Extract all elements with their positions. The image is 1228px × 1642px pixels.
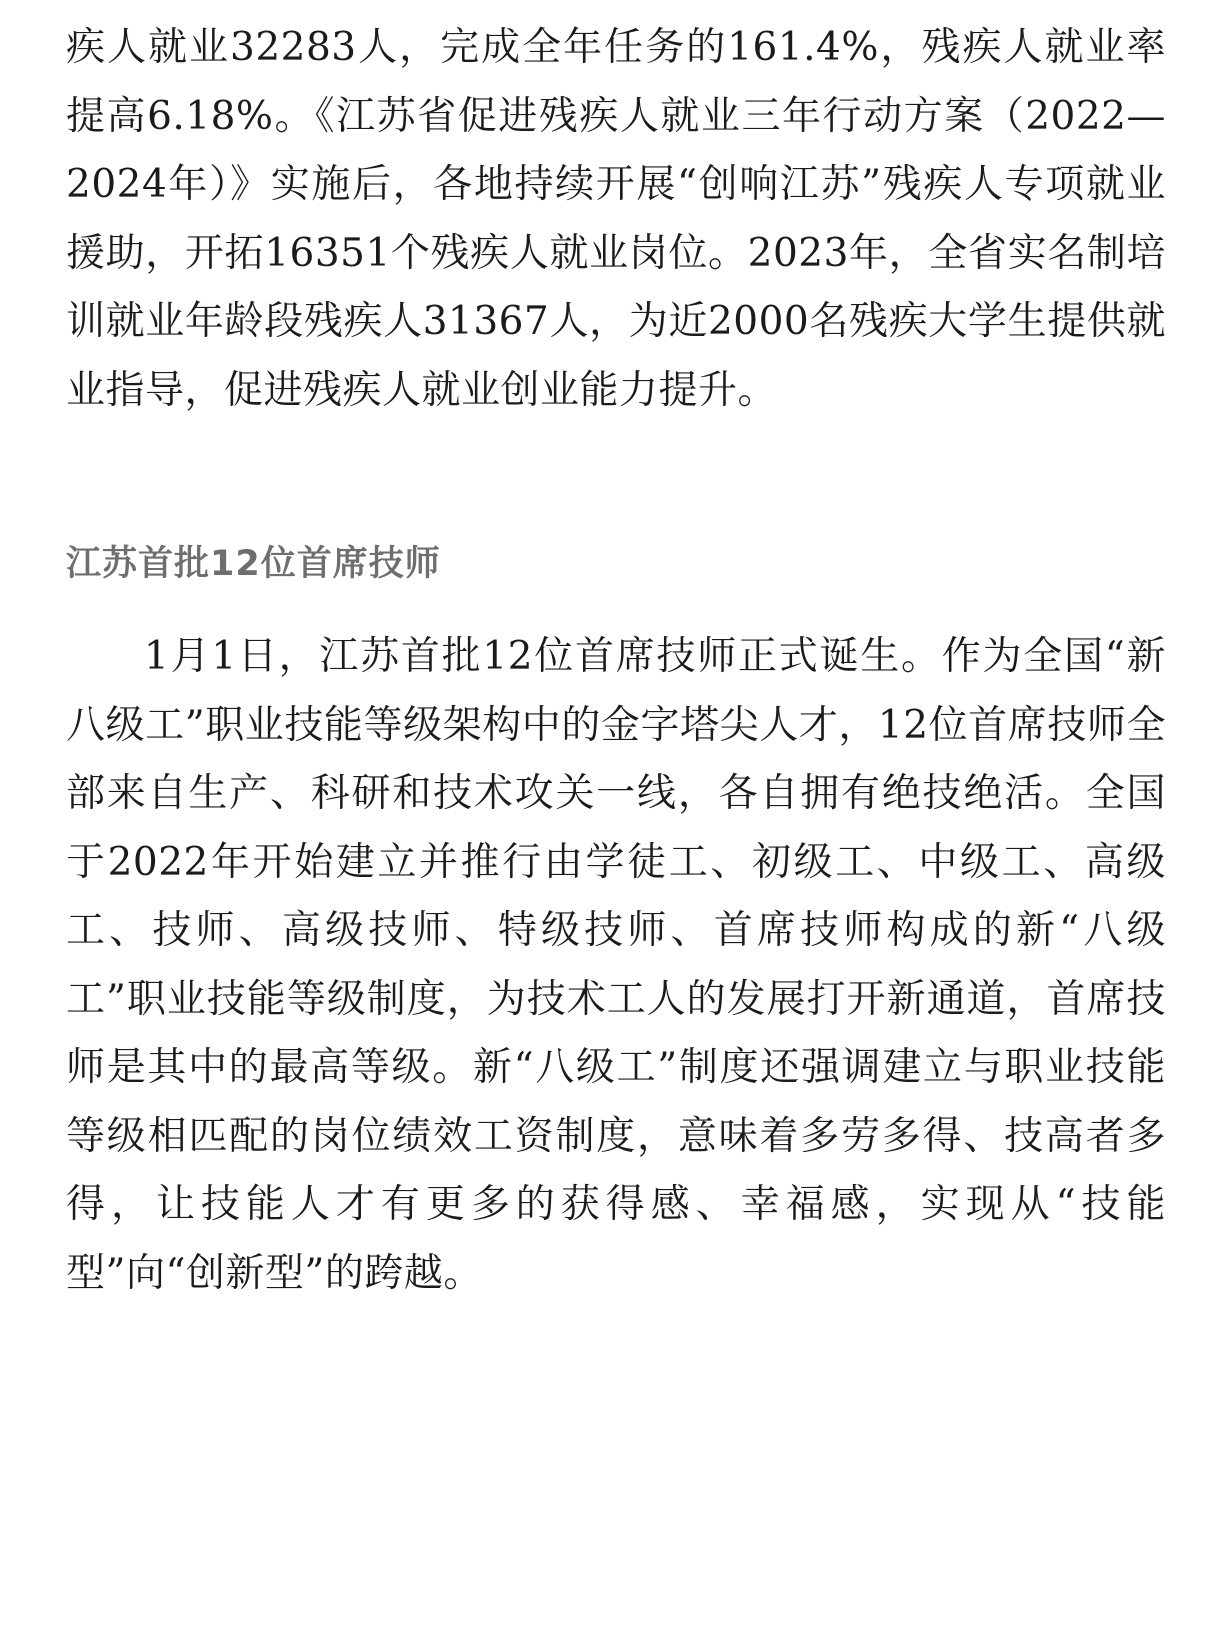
- paragraph-chief-technicians: 1月1日，江苏首批12位首席技师正式诞生。作为全国“新八级工”职业技能等级架构中的金字塔尖人才，12位首席技师全部来自生产、科研和技术攻关一线，各自拥有绝技绝活。全国于2022年开始建立并推行由学徒工、初级工、中级工、高级工、技师、高级技师、特级技师、首席技师构成的新“八级工”职业技能等级制度，为技术工人的发展打开新通道，首席技师是其中的最高等级。新“八级工”制度还强调建立与职业技能等级相匹配的岗位绩效工资制度，意味着多劳多得、技高者多得，让技能人才有更多的获得感、幸福感，实现从“技能型”向“创新型”的跨越。: [66, 634, 1166, 1296]
- section-heading: 江苏首批12位首席技师: [66, 544, 441, 584]
- spacer: [66, 425, 1166, 539]
- paragraph-employment-disabled: 疾人就业32283人，完成全年任务的161.4%，残疾人就业率提高6.18%。《江苏省促进残疾人就业三年行动方案（2022—2024年）》实施后，各地持续开展“创响江苏”残疾人专项就业援助，开拓16351个残疾人就业岗位。2023年，全省实名制培训就业年龄段残疾人31367人，为近2000名残疾大学生提供就业指导，促进残疾人就业创业能力提升。: [66, 25, 1166, 413]
- spacer: [66, 589, 1166, 623]
- document-page: [66, 14, 1166, 1308]
